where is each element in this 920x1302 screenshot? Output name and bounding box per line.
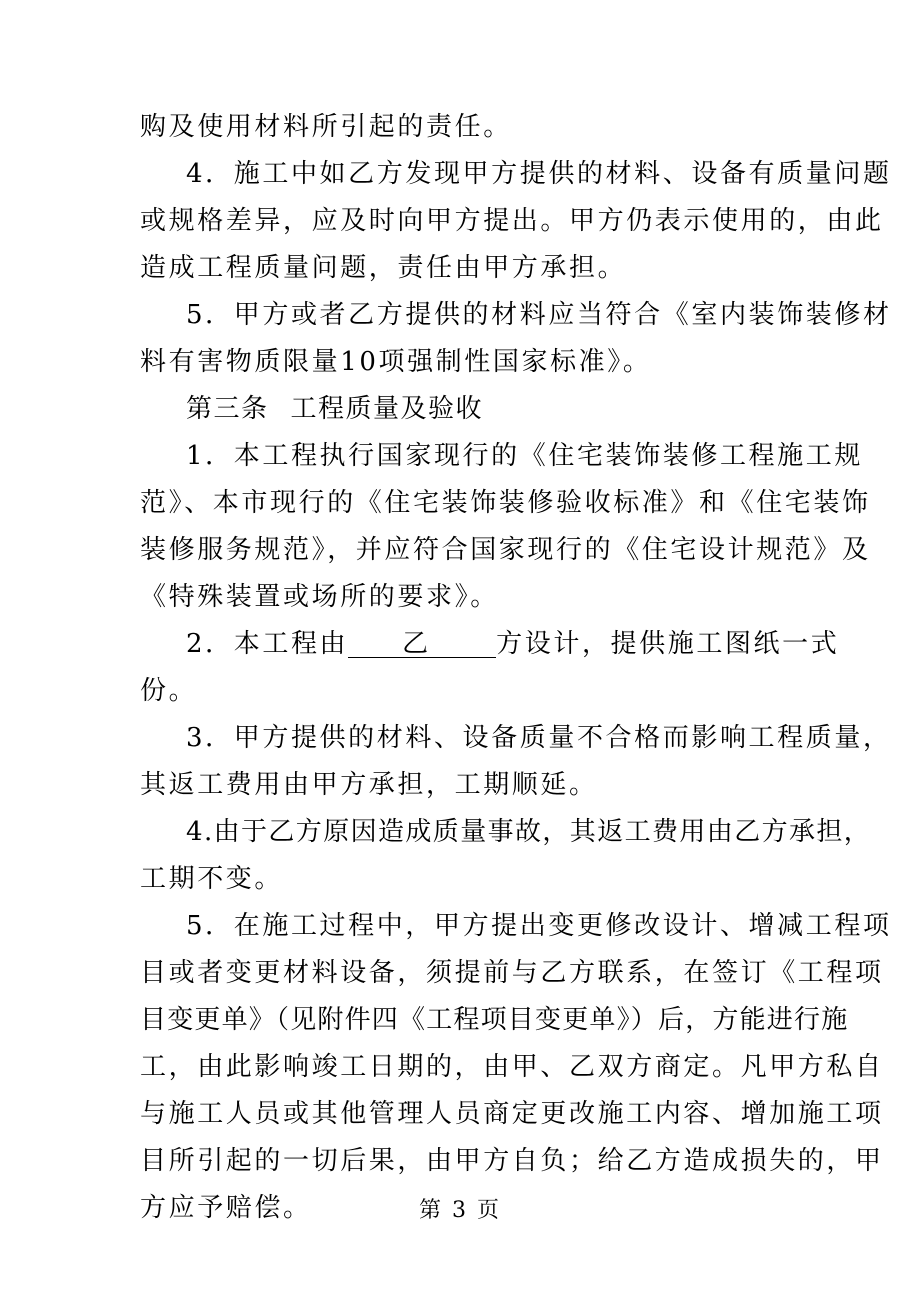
document-body xyxy=(140,104,892,1232)
paragraph-material-5 xyxy=(140,292,892,386)
clause-2-text-after: 方设计，提供施工图纸一式 xyxy=(496,629,840,659)
text-line: 范》、本市现行的《住宅装饰装修验收标准》和《住宅装饰 xyxy=(140,488,871,518)
page-number: 第 3 页 xyxy=(419,1198,501,1223)
text-line: 4．施工中如乙方发现甲方提供的材料、设备有质量问题 xyxy=(186,159,892,189)
clause-2-text-before: 2．本工程由 xyxy=(186,629,349,659)
text-line: 目变更单》（见附件四《工程项目变更单》）后，方能进行施 xyxy=(140,1005,849,1035)
section-heading xyxy=(140,386,790,433)
fill-in-blank: 乙 xyxy=(348,631,496,658)
text-line: 造成工程质量问题，责任由甲方承担。 xyxy=(140,253,627,283)
text-line: 目或者变更材料设备，须提前与乙方联系，在签订《工程项 xyxy=(140,958,884,988)
text-line: 4.由于乙方原因造成质量事故，其返工费用由乙方承担， xyxy=(186,817,872,847)
clause-4 xyxy=(140,809,872,903)
text-line: 份。 xyxy=(140,676,198,706)
text-line: 装修服务规范》，并应符合国家现行的《住宅设计规范》及 xyxy=(140,535,871,565)
text-line: 其返工费用由甲方承担，工期顺延。 xyxy=(140,770,598,800)
clause-1 xyxy=(140,433,871,621)
text-line: 方应予赔偿。 xyxy=(140,1193,312,1223)
text-line: 料有害物质限量10项强制性国家标准》。 xyxy=(140,347,652,377)
clause-3 xyxy=(140,715,892,809)
text-line xyxy=(140,621,840,668)
text-line: 1．本工程执行国家现行的《住宅装饰装修工程施工规 xyxy=(186,441,863,471)
text-line: 目所引起的一切后果，由甲方自负；给乙方造成损失的，甲 xyxy=(140,1146,884,1176)
text-line: 或规格差异，应及时向甲方提出。甲方仍表示使用的，由此 xyxy=(140,206,884,236)
text-line: 5．在施工过程中，甲方提出变更修改设计、增减工程项 xyxy=(186,911,892,941)
text-line: 5．甲方或者乙方提供的材料应当符合《室内装饰装修材 xyxy=(186,300,892,330)
section-title: 工程质量及验收 xyxy=(290,394,484,424)
text-line: 购及使用材料所引起的责任。 xyxy=(140,112,512,142)
paragraph-continuation xyxy=(140,104,790,151)
text-line: 《特殊装置或场所的要求》。 xyxy=(140,582,499,612)
text-line: 与施工人员或其他管理人员商定更改施工内容、增加施工项 xyxy=(140,1099,884,1129)
text-line: 工，由此影响竣工日期的，由甲、乙双方商定。凡甲方私自 xyxy=(140,1052,884,1082)
text-line: 工期不变。 xyxy=(140,864,284,894)
section-number: 第三条 xyxy=(186,394,269,424)
paragraph-material-4 xyxy=(140,151,892,292)
clause-2 xyxy=(140,621,840,715)
text-line: 3．甲方提供的材料、设备质量不合格而影响工程质量， xyxy=(186,723,892,753)
clause-5 xyxy=(140,903,892,1232)
